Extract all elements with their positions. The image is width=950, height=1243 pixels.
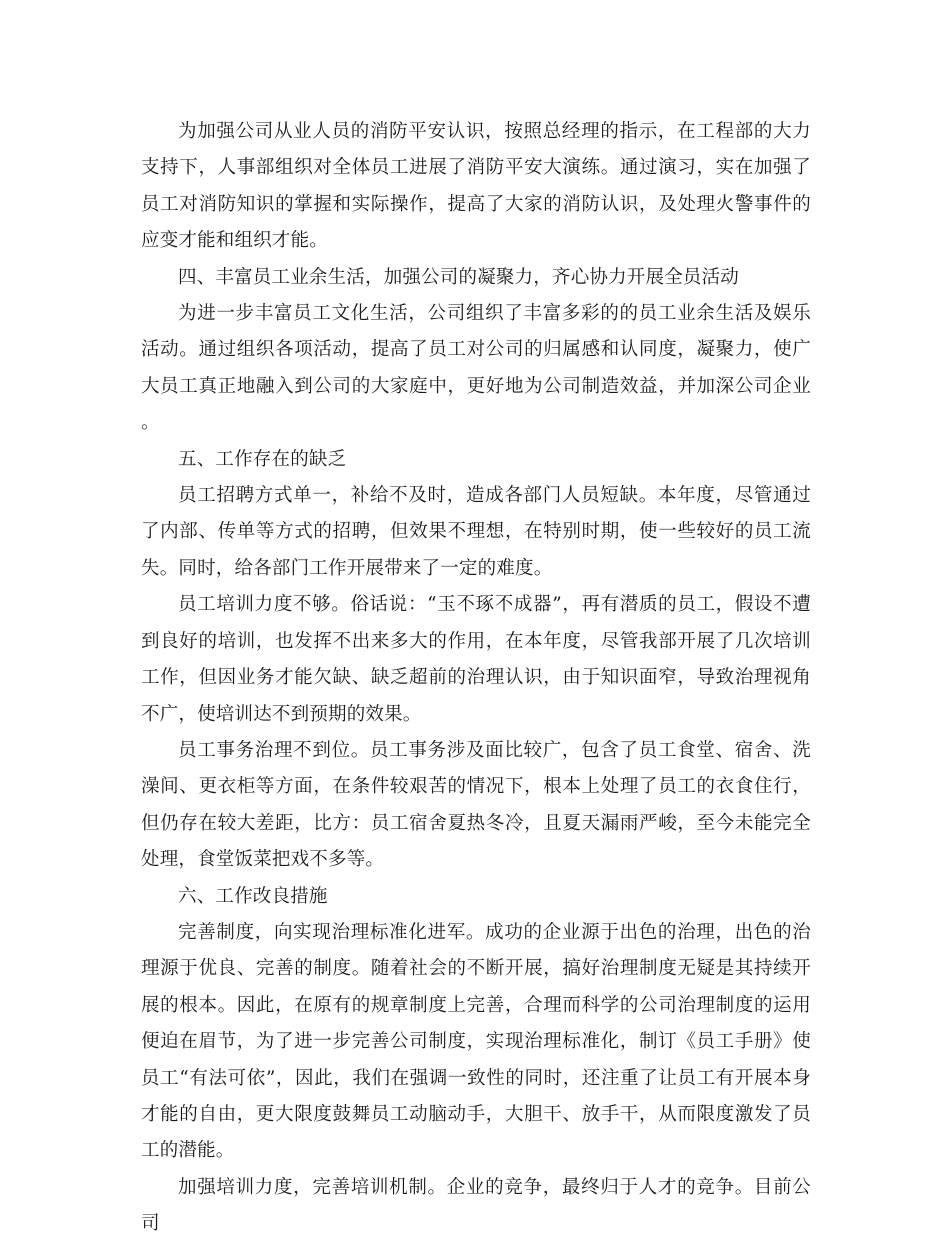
document-body xyxy=(141,114,811,1243)
section-heading-4: 四、丰富员工业余生活，加强公司的凝聚力，齐心协力开展全员活动 xyxy=(178,266,740,288)
paragraph-training: 员工培训力度不够。俗话说：“玉不琢不成器”，再有潜质的员工，假设不遭到良好的培训，也发挥不出来多大的作用，在本年度，尽管我部开展了几次培训工作，但因业务才能欠缺、缺乏超前的治理认识，由于知识面窄，导致治理视角不广，使培训达不到预期的效果。 xyxy=(141,594,811,725)
paragraph-fire-safety-drill: 为加强公司从业人员的消防平安认识，按照总经理的指示，在工程部的大力支持下，人事部组织对全体员工进展了消防平安大演练。通过演习，实在加强了员工对消防知识的掌握和实际操作，提高了大家的消防认识，及处理火警事件的应变才能和组织才能。 xyxy=(141,121,811,252)
paragraph-strengthen-training: 加强培训力度，完善培训机制。企业的竞争，最终归于人才的竞争。目前公司 xyxy=(141,1176,811,1235)
paragraph-improve-system: 完善制度，向实现治理标准化进军。成功的企业源于出色的治理，出色的治理源于优良、完善的制度。随着社会的不断开展，搞好治理制度无疑是其持续开展的根本。因此，在原有的规章制度上完善，合理而科学的公司治理制度的运用便迫在眉节，为了进一步完善公司制度，实现治理标准化，制订《员工手册》使员工“有法可依”，因此，我们在强调一致性的同时，还注重了让员工有开展本身才能的自由，更大限度鼓舞员工动脑动手，大胆干、放手干，从而限度激发了员工的潜能。 xyxy=(141,921,811,1162)
paragraph-employee-affairs: 员工事务治理不到位。员工事务涉及面比较广，包含了员工食堂、宿舍、洗澡间、更衣柜等方面，在条件较艰苦的情况下，根本上处理了员工的衣食住行，但仍存在较大差距，比方：员工宿舍夏热冬冷，且夏天漏雨严峻，至今未能完全处理，食堂饭菜把戏不多等。 xyxy=(141,739,811,871)
section-heading-6: 六、工作改良措施 xyxy=(178,885,328,907)
section-heading-5: 五、工作存在的缺乏 xyxy=(178,448,347,470)
paragraph-recruitment: 员工招聘方式单一，补给不及时，造成各部门人员短缺。本年度，尽管通过了内部、传单等方式的招聘，但效果不理想，在特别时期，使一些较好的员工流失。同时，给各部门工作开展带来了一定的难度。 xyxy=(141,485,811,579)
paragraph-employee-activities: 为进一步丰富员工文化生活，公司组织了丰富多彩的的员工业余生活及娱乐活动。通过组织各项活动，提高了员工对公司的归属感和认同度，凝聚力，使广大员工真正地融入到公司的大家庭中，更好地为公司制造效益，并加深公司企业。 xyxy=(141,303,811,434)
